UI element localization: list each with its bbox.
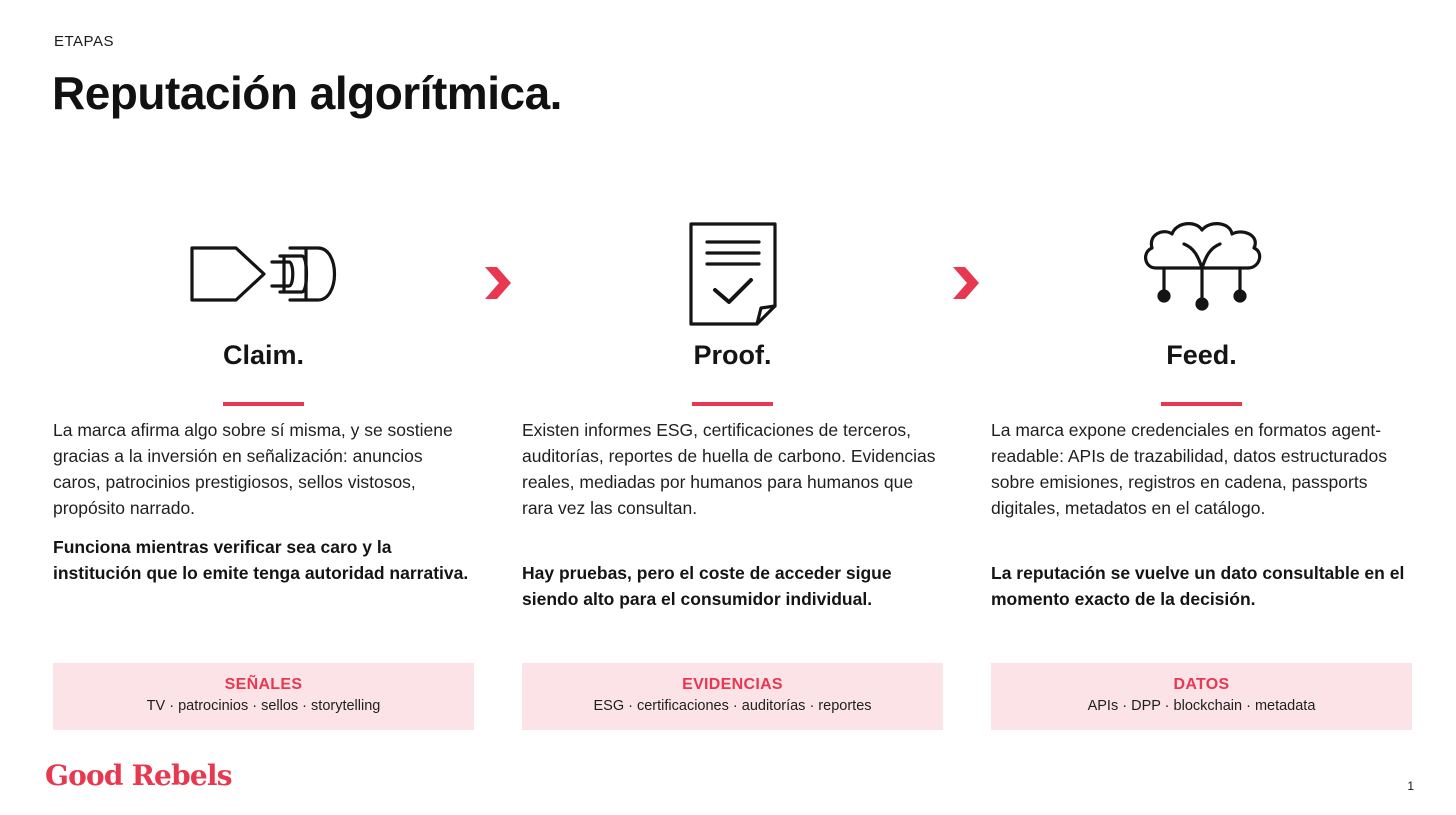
chevron-right-icon: [951, 265, 981, 301]
tag-box: [522, 663, 943, 730]
stage-name: Claim.: [222, 340, 305, 370]
tag-signal-icon: [53, 210, 474, 330]
tag-items: ESG · certificaciones · auditorías · reportes: [593, 698, 872, 714]
tag-title: EVIDENCIAS: [682, 676, 783, 693]
tag-title: SEÑALES: [224, 676, 303, 693]
stage-name: Feed.: [1166, 340, 1237, 370]
stage-description: Existen informes ESG, certificaciones de terceros, auditorías, reportes de huella de carbono. Evidencias reales, mediadas por humanos para humanos que rara vez las consultan.: [522, 420, 936, 518]
page-number: 1: [1407, 779, 1414, 793]
stage-conclusion: Hay pruebas, pero el coste de acceder sigue siendo alto para el consumidor individual.: [522, 563, 892, 609]
tag-box: [53, 663, 474, 730]
accent-underline: [1161, 402, 1242, 406]
accent-underline: [223, 402, 304, 406]
tag-items: TV · patrocinios · sellos · storytelling: [146, 698, 381, 714]
certified-document-icon: [522, 210, 943, 330]
stage-description: La marca expone credenciales en formatos agent-readable: APIs de trazabilidad, datos estructurados sobre emisiones, registros en cadena, passports digitales, metadatos en el catálogo.: [991, 420, 1387, 518]
stage-conclusion: Funciona mientras verificar sea caro y la institución que lo emite tenga autoridad narrativa.: [53, 537, 469, 583]
tag-title: DATOS: [1173, 676, 1230, 693]
section-eyebrow: ETAPAS: [54, 33, 114, 50]
tag-box: [991, 663, 1412, 730]
stage-description: La marca afirma algo sobre sí misma, y se sostiene gracias a la inversión en señalización: anuncios caros, patrocinios prestigiosos, sellos vistosos, propósito narrado.: [53, 420, 453, 518]
accent-underline: [692, 402, 773, 406]
brand-logo: Good Rebels: [45, 759, 232, 792]
stage-name: Proof.: [693, 340, 772, 370]
stage-conclusion: La reputación se vuelve un dato consultable en el momento exacto de la decisión.: [991, 563, 1405, 609]
cloud-network-icon: [991, 210, 1412, 330]
page-title: Reputación algorítmica.: [52, 67, 562, 119]
tag-items: APIs · DPP · blockchain · metadata: [1087, 698, 1316, 714]
chevron-right-icon: [483, 265, 513, 301]
